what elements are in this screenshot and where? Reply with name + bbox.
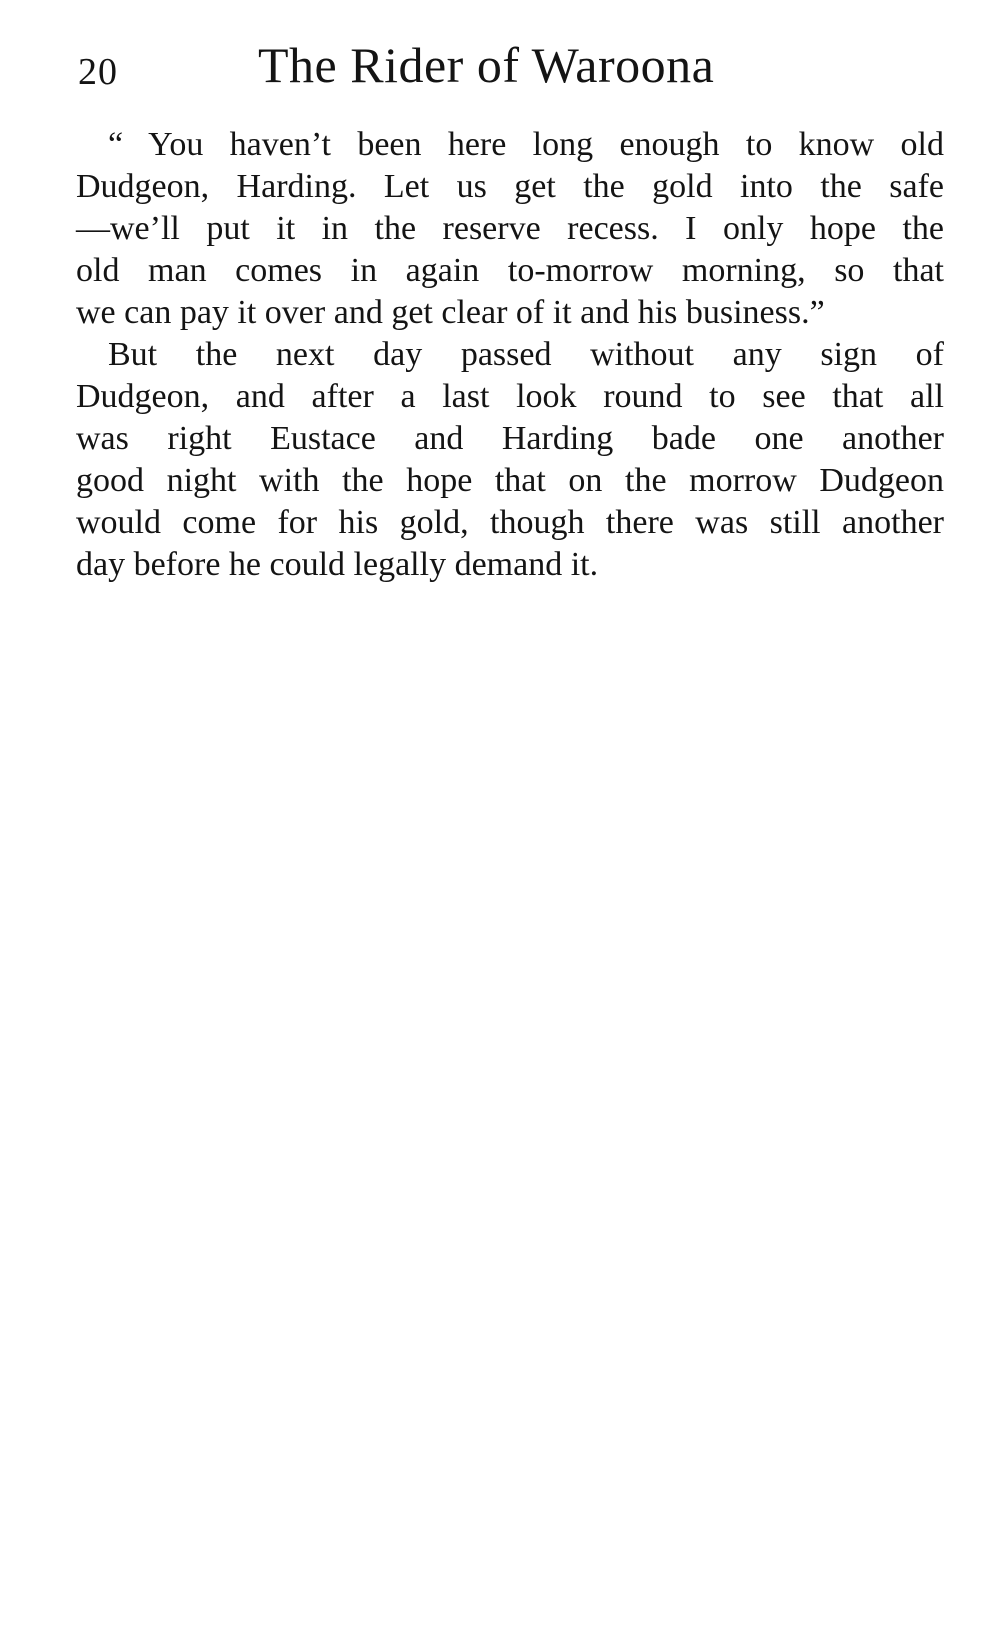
text-line: Dudgeon, and after a last look round to see that all <box>76 378 944 415</box>
paragraph-1 <box>76 124 944 334</box>
text-line: was right Eustace and Harding bade one another <box>76 420 944 457</box>
text-line: day before he could legally demand it. <box>76 546 599 583</box>
text-line: we can pay it over and get clear of it and his business.” <box>76 294 825 331</box>
page-number: 20 <box>78 51 118 93</box>
text-line: Dudgeon, Harding. Let us get the gold into the safe <box>76 168 944 205</box>
text-line: But the next day passed without any sign of <box>108 336 944 373</box>
text-line: good night with the hope that on the morrow Dudgeon <box>76 462 944 499</box>
text-line: —we’ll put it in the reserve recess. I only hope the <box>76 210 944 247</box>
running-head <box>78 36 938 106</box>
body-text <box>76 124 944 586</box>
text-line: old man comes in again to-morrow morning, so that <box>76 252 944 289</box>
text-line: “ You haven’t been here long enough to know old <box>108 126 944 163</box>
text-line: would come for his gold, though there was still another <box>76 504 944 541</box>
paragraph-2 <box>76 334 944 586</box>
book-title: The Rider of Waroona <box>258 37 715 93</box>
